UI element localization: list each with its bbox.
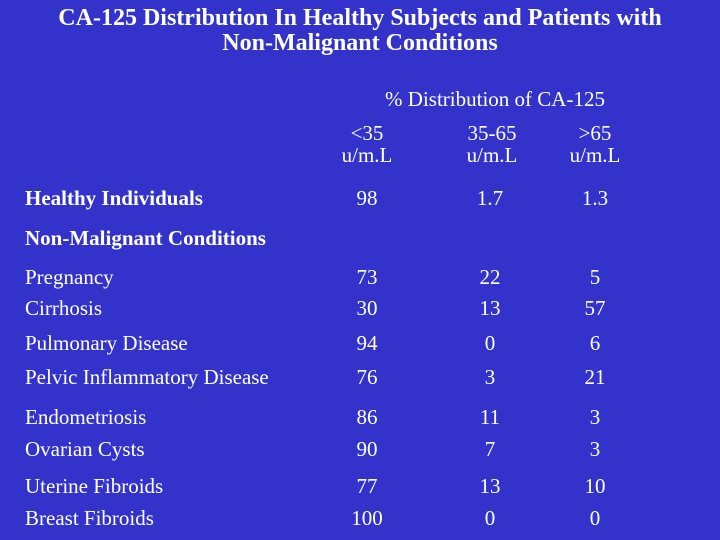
- healthy-value-mid: 1.7: [476, 186, 504, 210]
- row-value: 0: [589, 506, 601, 530]
- row-value: 3: [589, 437, 601, 461]
- row-label-ovarian: Ovarian Cysts: [25, 437, 145, 461]
- row-label-pregnancy: Pregnancy: [25, 265, 114, 289]
- healthy-value-high: 1.3: [581, 186, 609, 210]
- row-value: 90: [356, 437, 378, 461]
- row-value: 0: [484, 506, 496, 530]
- title-line-1: CA-125 Distribution In Healthy Subjects and Patients with: [58, 5, 662, 31]
- row-value: 21: [584, 365, 606, 389]
- healthy-label: Healthy Individuals: [25, 186, 203, 210]
- column-header-mid: 35-65 u/m.L: [466, 121, 518, 167]
- row-value: 77: [356, 474, 378, 498]
- healthy-value-low: 98: [356, 186, 378, 210]
- column-group-header: % Distribution of CA-125: [385, 87, 605, 111]
- title-line-2: Non-Malignant Conditions: [222, 30, 498, 56]
- row-value: 22: [479, 265, 501, 289]
- row-label-breast: Breast Fibroids: [25, 506, 154, 530]
- row-value: 100: [351, 506, 383, 530]
- row-value: 30: [356, 296, 378, 320]
- row-value: 7: [484, 437, 496, 461]
- row-value: 11: [479, 405, 501, 429]
- row-value: 3: [589, 405, 601, 429]
- row-label-uterine: Uterine Fibroids: [25, 474, 164, 498]
- row-value: 73: [356, 265, 378, 289]
- row-value: 86: [356, 405, 378, 429]
- slide-title: [0, 6, 720, 56]
- column-header-low: <35 u/m.L: [341, 121, 393, 167]
- non-malignant-header: Non-Malignant Conditions: [25, 226, 266, 250]
- row-value: 5: [589, 265, 601, 289]
- row-value: 57: [584, 296, 606, 320]
- row-label-cirrhosis: Cirrhosis: [25, 296, 103, 320]
- row-label-endometriosis: Endometriosis: [25, 405, 147, 429]
- row-value: 76: [356, 365, 378, 389]
- row-value: 13: [479, 296, 501, 320]
- row-label-pulmonary: Pulmonary Disease: [25, 331, 188, 355]
- row-value: 94: [356, 331, 378, 355]
- row-value: 13: [479, 474, 501, 498]
- row-value: 0: [484, 331, 496, 355]
- column-header-high: >65 u/m.L: [569, 121, 621, 167]
- row-value: 6: [589, 331, 601, 355]
- row-value: 3: [484, 365, 496, 389]
- row-value: 10: [584, 474, 606, 498]
- row-label-pelvic: Pelvic Inflammatory Disease: [25, 365, 269, 389]
